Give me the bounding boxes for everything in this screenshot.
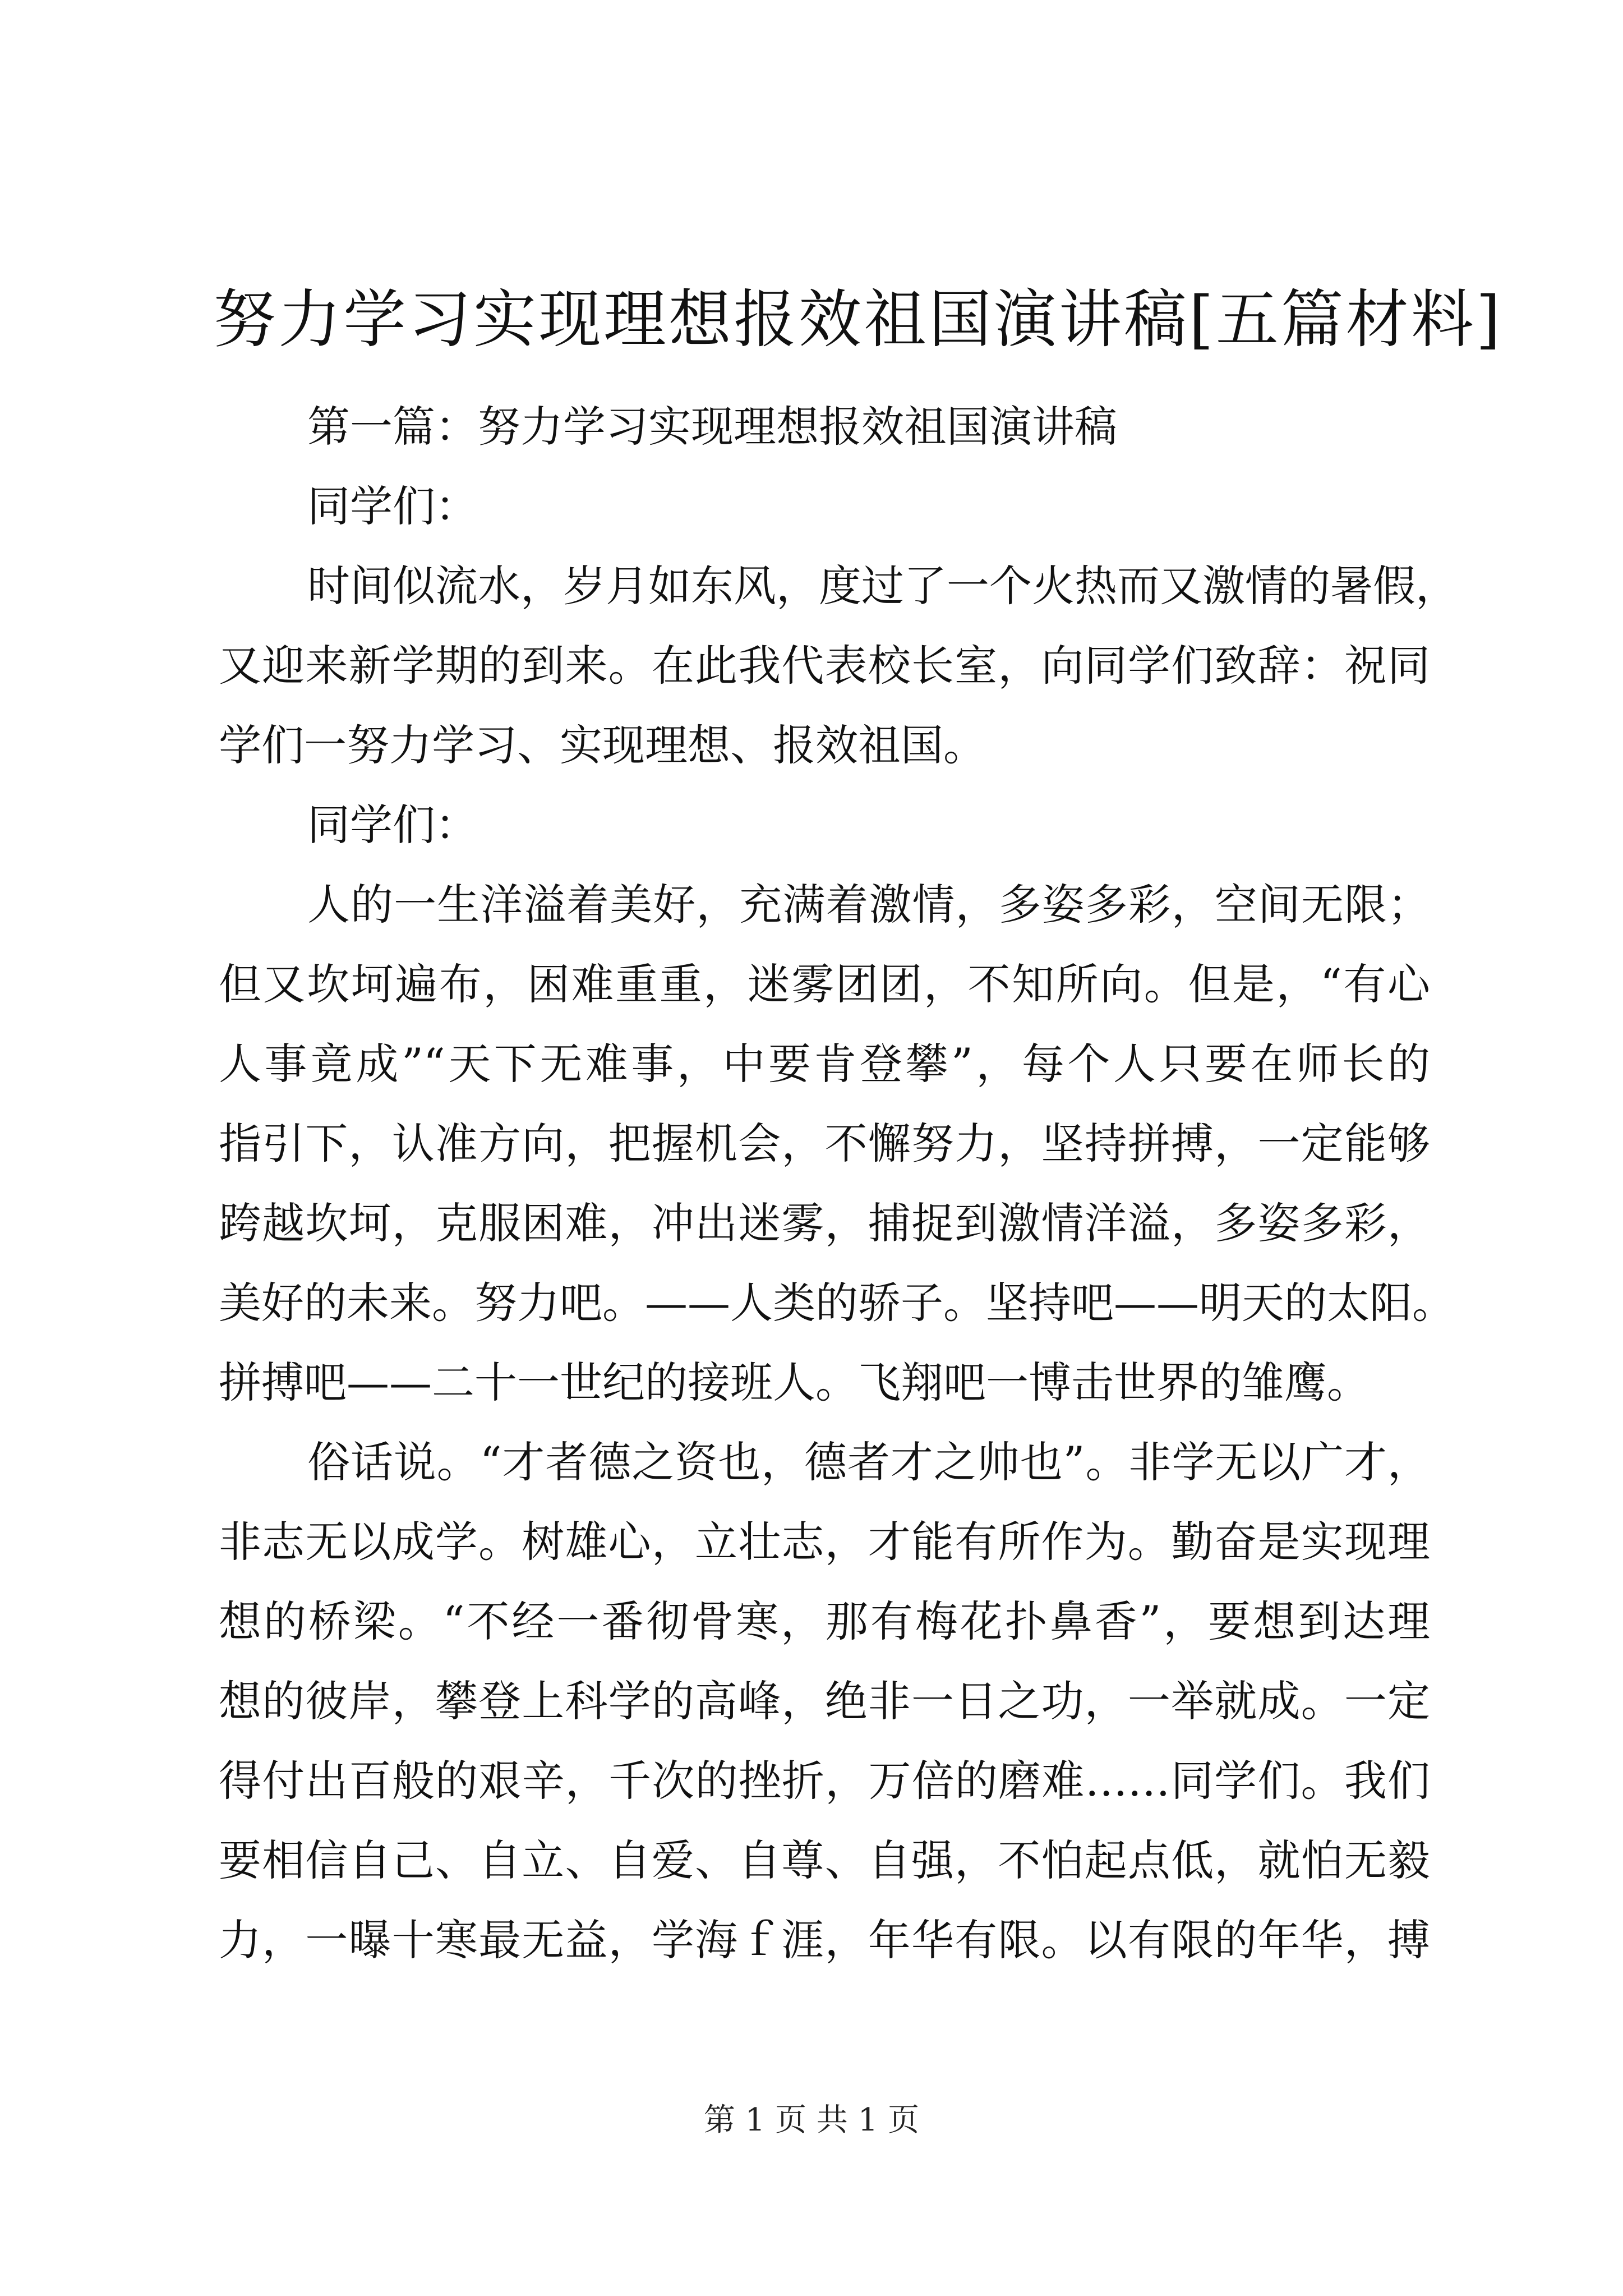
- section-heading: 第一篇：努力学习实现理想报效祖国演讲稿: [307, 402, 1117, 452]
- paragraph-line: 拼搏吧——二十一世纪的接班人。飞翔吧一博击世界的雏鹰。: [219, 1358, 1370, 1407]
- paragraph-line: 想的彼岸，攀登上科学的高峰，绝非一日之功，一举就成。一定: [219, 1676, 1430, 1726]
- paragraph-line: 人的一生洋溢着美好，充满着激情，多姿多彩，空间无限；: [307, 880, 1430, 930]
- document-title: 努力学习实现理想报效祖国演讲稿[五篇材料]: [213, 283, 1503, 356]
- paragraph-line: 要相信自己、自立、自爱、自尊、自强，不怕起点低，就怕无毅: [219, 1835, 1430, 1885]
- paragraph-line: 非志无以成学。树雄心，立壮志，才能有所作为。勤奋是实现理: [219, 1517, 1430, 1567]
- paragraph-line: 得付出百般的艰辛，千次的挫折，万倍的磨难……同学们。我们: [219, 1756, 1430, 1806]
- paragraph-line: 俗话说。“才者德之资也，德者才之帅也”。非学无以广才，: [307, 1437, 1430, 1487]
- paragraph-line: 学们一努力学习、实现理想、报效祖国。: [219, 720, 986, 770]
- salutation: 同学们：: [307, 800, 478, 850]
- paragraph-line: 力，一曝十寒最无益，学海ｆ涯，年华有限。以有限的年华，搏: [219, 1915, 1430, 1965]
- paragraph-line: 想的桥梁。“不经一番彻骨寒，那有梅花扑鼻香”，要想到达理: [219, 1596, 1430, 1646]
- document-body: [219, 387, 1458, 1980]
- page-number-footer: 第 1 页 共 1 页: [703, 2102, 920, 2138]
- salutation: 同学们：: [307, 481, 478, 531]
- paragraph-line: 时间似流水，岁月如东风，度过了一个火热而又激情的暑假，: [307, 561, 1458, 611]
- paragraph-line: 指引下，认准方向，把握机会，不懈努力，坚持拼搏，一定能够: [219, 1119, 1430, 1168]
- paragraph-line: 但又坎坷遍布，困难重重，迷雾团团，不知所向。但是，“有心: [219, 959, 1430, 1009]
- paragraph-line: 又迎来新学期的到来。在此我代表校长室，向同学们致辞：祝同: [219, 641, 1430, 691]
- paragraph-line: 人事竟成”“天下无难事，中要肯登攀”，每个人只要在师长的: [219, 1039, 1430, 1089]
- paragraph-line: 跨越坎坷，克服困难，冲出迷雾，捕捉到激情洋溢，多姿多彩，: [219, 1198, 1430, 1248]
- paragraph-line: 美好的未来。努力吧。——人类的骄子。坚持吧——明天的太阳。: [219, 1278, 1455, 1328]
